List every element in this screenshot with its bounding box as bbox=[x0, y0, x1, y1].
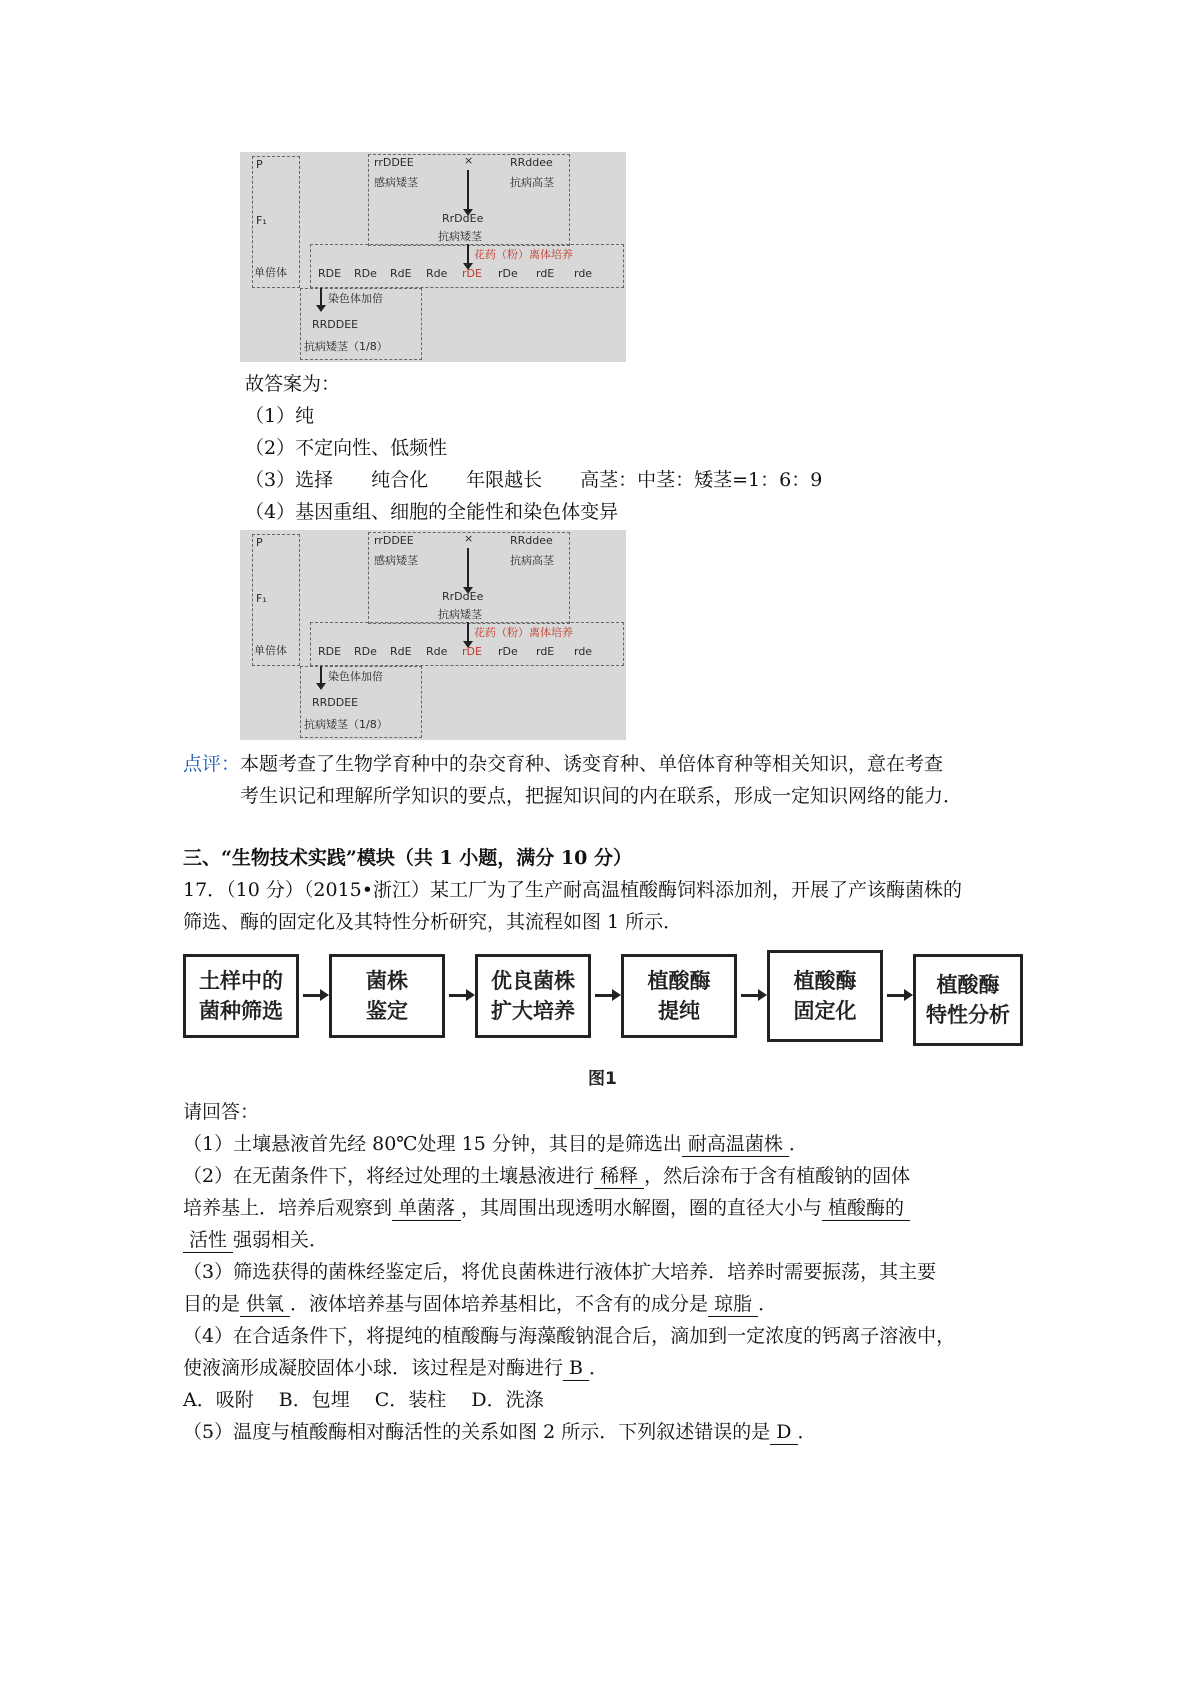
parent2-phenotype: 抗病高茎 bbox=[510, 176, 554, 189]
subquestion-3-line-1: （3）筛选获得的菌株经鉴定后，将优良菌株进行液体扩大培养．培养时需要振荡，其主要 bbox=[183, 1261, 937, 1283]
flow-step-2-line-1: 菌株 bbox=[366, 969, 408, 993]
doubling-arrow bbox=[320, 666, 322, 684]
flow-step-1-line-2: 菌种筛选 bbox=[199, 999, 283, 1023]
q3-text-1: 目的是 bbox=[183, 1293, 241, 1315]
breeding-diagram-2 bbox=[240, 530, 626, 740]
q2-text-1: （2）在无菌条件下，将经过处理的土壤悬液进行 bbox=[183, 1165, 595, 1187]
flow-step-6-line-1: 植酸酶 bbox=[936, 973, 1000, 997]
q2-text-5: 强弱相关． bbox=[233, 1229, 329, 1251]
flow-step-strain-identification bbox=[329, 954, 445, 1038]
flow-arrow-4 bbox=[741, 994, 759, 997]
f1-phenotype: 抗病矮茎 bbox=[438, 608, 482, 621]
answer-1: （1）纯 bbox=[245, 405, 315, 427]
culture-label: 花药（粉）离体培养 bbox=[474, 626, 573, 639]
gamete-rde-3: RdE bbox=[390, 645, 412, 658]
haploid-label: 单倍体 bbox=[254, 644, 287, 657]
comment-line-2: 考生识记和理解所学知识的要点，把握知识间的内在联系，形成一定知识网络的能力． bbox=[240, 785, 963, 807]
doubling-label: 染色体加倍 bbox=[328, 670, 383, 683]
culture-arrow bbox=[467, 622, 469, 642]
q5-text-2: ． bbox=[797, 1421, 817, 1443]
breeding-diagram-1 bbox=[240, 152, 626, 362]
parent1-phenotype: 感病矮茎 bbox=[374, 554, 418, 567]
gamete-rde-7: rdE bbox=[536, 267, 555, 280]
flow-step-enzyme-immobilization bbox=[767, 950, 883, 1042]
flowchart-figure-1 bbox=[183, 950, 1023, 1060]
parent1-genotype: rrDDEE bbox=[374, 534, 414, 547]
gamete-rde-7: rdE bbox=[536, 645, 555, 658]
parent2-phenotype: 抗病高茎 bbox=[510, 554, 554, 567]
subquestion-3-line-2 bbox=[183, 1292, 777, 1316]
p-label: P bbox=[256, 158, 263, 171]
section-title: 三、“生物技术实践”模块（共 1 小题，满分 10 分） bbox=[183, 847, 632, 869]
cross-arrow bbox=[467, 170, 469, 210]
gamete-rde-1: RDE bbox=[318, 645, 342, 658]
flow-step-1-line-1: 土样中的 bbox=[199, 969, 283, 993]
answer-2: （2）不定向性、低频性 bbox=[245, 437, 448, 459]
subquestion-4-line-2 bbox=[183, 1356, 608, 1380]
f1-label: F₁ bbox=[256, 592, 267, 605]
parent1-phenotype: 感病矮茎 bbox=[374, 176, 418, 189]
f1-genotype: RrDdEe bbox=[442, 212, 484, 225]
flow-step-3-line-2: 扩大培养 bbox=[491, 999, 575, 1023]
figure-1-caption: 图1 bbox=[588, 1069, 617, 1089]
haploid-label: 单倍体 bbox=[254, 266, 287, 279]
q2-text-2: ，然后涂布于含有植酸钠的固体 bbox=[644, 1165, 911, 1187]
q2-answer-1: 稀释 bbox=[594, 1165, 644, 1189]
q4-text-1: 使液滴形成凝胶固体小球．该过程是对酶进行 bbox=[183, 1357, 564, 1379]
answer-3-part1: （3）选择 bbox=[245, 469, 334, 491]
q2-text-3: 培养基上．培养后观察到 bbox=[183, 1197, 393, 1219]
flow-step-5-line-1: 植酸酶 bbox=[793, 969, 857, 993]
gamete-rde-6: rDe bbox=[498, 645, 518, 658]
f1-phenotype: 抗病矮茎 bbox=[438, 230, 482, 243]
result-phenotype: 抗病矮茎（1/8） bbox=[304, 718, 388, 731]
parent1-genotype: rrDDEE bbox=[374, 156, 414, 169]
q1-answer: 耐高温菌株 bbox=[682, 1133, 789, 1157]
flow-step-soil-screening bbox=[183, 954, 299, 1038]
result-genotype: RRDDEE bbox=[312, 696, 359, 709]
gamete-rde-6: rDe bbox=[498, 267, 518, 280]
answer-3 bbox=[245, 468, 822, 492]
q3-text-2: ．液体培养基与固体培养基相比，不含有的成分是 bbox=[290, 1293, 709, 1315]
q3-answer-1: 供氧 bbox=[240, 1293, 290, 1317]
result-genotype: RRDDEE bbox=[312, 318, 359, 331]
gamete-rde-2: RDe bbox=[354, 645, 377, 658]
q4-text-2: ． bbox=[588, 1357, 608, 1379]
q3-text-3: ． bbox=[758, 1293, 778, 1315]
subquestion-2-line-3 bbox=[183, 1228, 328, 1252]
parent2-genotype: RRddee bbox=[510, 534, 553, 547]
flow-step-4-line-2: 提纯 bbox=[658, 999, 700, 1023]
parent2-genotype: RRddee bbox=[510, 156, 553, 169]
question-line-1: 17．（10 分）（2015•浙江）某工厂为了生产耐高温植酸酶饲料添加剂，开展了产该酶菌株的 bbox=[183, 879, 962, 901]
q3-answer-2: 琼脂 bbox=[708, 1293, 758, 1317]
q2-answer-3a: 植酸酶的 bbox=[822, 1197, 910, 1221]
answer-3-part3: 年限越长 bbox=[466, 469, 543, 491]
q1-post: ． bbox=[788, 1133, 808, 1155]
gamete-rde-2: RDe bbox=[354, 267, 377, 280]
comment-text-1: 本题考查了生物学育种中的杂交育种、诱变育种、单倍体育种等相关知识，意在考查 bbox=[240, 753, 944, 775]
doubling-label: 染色体加倍 bbox=[328, 292, 383, 305]
f1-genotype: RrDdEe bbox=[442, 590, 484, 603]
p-label: P bbox=[256, 536, 263, 549]
question-line-2: 筛选、酶的固定化及其特性分析研究，其流程如图 1 所示． bbox=[183, 911, 683, 933]
subquestion-2-line-2 bbox=[183, 1196, 910, 1220]
gamete-rde-5: rDE bbox=[462, 645, 482, 658]
answer-3-part2: 纯合化 bbox=[371, 469, 429, 491]
doubling-arrow bbox=[320, 288, 322, 306]
gamete-rde-4: Rde bbox=[426, 645, 448, 658]
gamete-rde-1: RDE bbox=[318, 267, 342, 280]
comment-line-1 bbox=[183, 752, 943, 776]
flow-arrow-2 bbox=[449, 994, 467, 997]
gamete-rde-8: rde bbox=[574, 267, 593, 280]
culture-arrow bbox=[467, 244, 469, 264]
comment-label: 点评： bbox=[183, 753, 241, 775]
answer-4: （4）基因重组、细胞的全能性和染色体变异 bbox=[245, 501, 619, 523]
q5-answer: D bbox=[770, 1421, 797, 1445]
flow-step-4-line-1: 植酸酶 bbox=[647, 969, 711, 993]
subquestion-1 bbox=[183, 1132, 808, 1156]
gamete-rde-3: RdE bbox=[390, 267, 412, 280]
cross-symbol: × bbox=[464, 532, 474, 545]
flow-arrow-5 bbox=[887, 994, 905, 997]
flow-arrow-1 bbox=[303, 994, 321, 997]
flow-step-2-line-2: 鉴定 bbox=[366, 999, 408, 1023]
culture-label: 花药（粉）离体培养 bbox=[474, 248, 573, 261]
q2-text-4: ，其周围出现透明水解圈，圈的直径大小与 bbox=[461, 1197, 823, 1219]
flow-arrow-3 bbox=[595, 994, 613, 997]
q5-text-1: （5）温度与植酸酶相对酶活性的关系如图 2 所示．下列叙述错误的是 bbox=[183, 1421, 771, 1443]
answer-3-part4: 高茎：中茎：矮茎=1：6：9 bbox=[580, 469, 823, 491]
flow-step-property-analysis bbox=[913, 954, 1023, 1046]
prompt: 请回答： bbox=[183, 1101, 260, 1123]
gamete-rde-4: Rde bbox=[426, 267, 448, 280]
q1-text: （1）土壤悬液首先经 80℃处理 15 分钟，其目的是筛选出 bbox=[183, 1133, 682, 1155]
cross-symbol: × bbox=[464, 154, 474, 167]
subquestion-5 bbox=[183, 1420, 817, 1444]
cross-arrow bbox=[467, 548, 469, 588]
gamete-rde-5: rDE bbox=[462, 267, 482, 280]
answer-intro: 故答案为： bbox=[245, 373, 341, 395]
q2-answer-3b: 活性 bbox=[183, 1229, 233, 1253]
result-phenotype: 抗病矮茎（1/8） bbox=[304, 340, 388, 353]
q4-answer: B bbox=[563, 1357, 589, 1381]
gamete-rde-8: rde bbox=[574, 645, 593, 658]
flow-step-expansion-culture bbox=[475, 954, 591, 1038]
q2-answer-2: 单菌落 bbox=[392, 1197, 461, 1221]
subquestion-4-options: A．吸附 B．包埋 C．装柱 D．洗涤 bbox=[183, 1389, 544, 1411]
flow-step-3-line-1: 优良菌株 bbox=[491, 969, 575, 993]
flow-step-5-line-2: 固定化 bbox=[793, 999, 857, 1023]
subquestion-2-line-1 bbox=[183, 1164, 910, 1188]
f1-label: F₁ bbox=[256, 214, 267, 227]
flow-step-enzyme-purification bbox=[621, 954, 737, 1038]
subquestion-4-line-1: （4）在合适条件下，将提纯的植酸酶与海藻酸钠混合后，滴加到一定浓度的钙离子溶液中， bbox=[183, 1325, 956, 1347]
flow-step-6-line-2: 特性分析 bbox=[926, 1003, 1010, 1027]
